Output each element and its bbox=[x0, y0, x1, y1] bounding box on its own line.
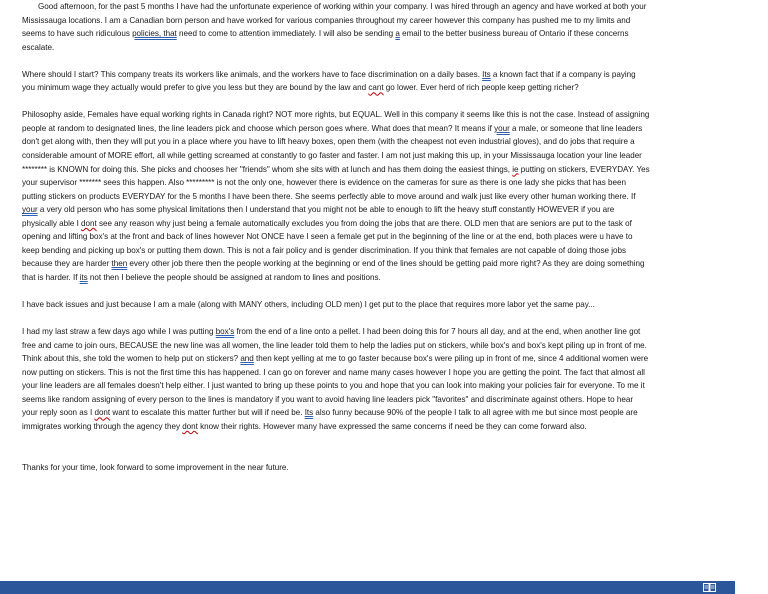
paragraph-4[interactable] bbox=[22, 298, 650, 312]
text-run: then kept yelling at me to go faster because box's were piling up in front of me, since 4 additional women were now putting on stickers. This is not the first time this has happened. I can go on forever and name many cases however I hope you are getting the point. The fact that almost all your line leaders are all females doesn't help either. I just wanted to bring up these points to you and hope that you can look into making your policies fair for everyone. To me it seems like random assigning of every person to the lines is mandatory if you want to avoid having line leaders pick "favorites" and discriminate against others. Hope to hear your reply soon as I bbox=[22, 354, 649, 418]
status-bar-end bbox=[735, 581, 768, 594]
text-run: know their rights. However many have expressed the same concerns if need be they can come forward also. bbox=[197, 421, 587, 431]
spelling-error-word: dont bbox=[81, 218, 97, 228]
document-body[interactable] bbox=[22, 0, 650, 488]
text-run: I had my last straw a few days ago while I was putting bbox=[22, 327, 216, 337]
text-run: also funny because 90% of the people I talk to all agree with me but since most people are immigrates working through the agency they bbox=[22, 408, 638, 431]
read-mode-icon[interactable] bbox=[703, 583, 716, 592]
text-run: not then I believe the people should be assigned at random to lines and positions. bbox=[87, 272, 381, 282]
text-run: Good afternoon, for the past 5 months I have had the unfortunate experience of working within your company. I was hired through an agency and have worked at both your Mississauga locations. I am a Canadian born person and have worked for various companies throughout my career however this company has pushed me to my limits and seems to have such ridiculous bbox=[22, 2, 647, 39]
grammar-issue-word: your bbox=[22, 205, 38, 215]
text-run: email to the better business bureau of Ontario if these concerns escalate. bbox=[22, 29, 629, 52]
text-run: putting on stickers, EVERYDAY. Yes your supervisor ******* sees this happen. Also ********* is not the only one, however there is evidence on the cameras for sure as there is one lady she picks that has been putting stickers on products EVERYDAY for the 5 months I have been there. She seems perfectly able to move around and walk just like every other human working there. If bbox=[22, 164, 650, 201]
paragraph-3[interactable] bbox=[22, 108, 650, 284]
spelling-error-word: cant bbox=[368, 83, 384, 93]
paragraph-6[interactable] bbox=[22, 461, 650, 475]
text-run: Thanks for your time, look forward to some improvement in the near future. bbox=[22, 462, 289, 472]
grammar-issue-word: Its bbox=[482, 69, 491, 79]
spelling-error-word: dont bbox=[94, 408, 111, 418]
text-run: want to escalate this matter further but will if need be. bbox=[110, 408, 305, 418]
grammar-issue-word: its bbox=[79, 272, 88, 282]
status-bar bbox=[0, 581, 735, 594]
grammar-issue-word: policies, that bbox=[132, 29, 177, 39]
text-run: see any reason why just being a female automatically excludes you from doing the jobs that are there. OLD men that are seniors are put to the task of opening and lifting box's at the front and back of lines however Not ONCE have I seen a female get put in the beginning of the line or at the end, both places were u have to keep bending and picking up box's or putting them down. This is not a fair policy and is gender discrimination. If you think that females are not capable of doing those jobs because they are harder bbox=[22, 218, 633, 269]
text-run: need to come to attention immediately. I will also be sending bbox=[176, 29, 396, 39]
text-run: go lower. Ever herd of rich people keep getting richer? bbox=[383, 83, 579, 93]
grammar-issue-word: box's bbox=[215, 327, 235, 337]
spelling-error-word: ie bbox=[512, 164, 519, 174]
text-run: a known fact that if a company is paying you minimum wage they actually would prefer to give you less but they are bound by the law and bbox=[22, 69, 636, 93]
text-run: Where should I start? This company treats its workers like animals, and the workers have to face discrimination on a daily bases. bbox=[22, 69, 483, 79]
paragraph-1[interactable] bbox=[22, 0, 650, 54]
text-run: from the end of a line onto a pellet. I had been doing this for 7 hours all day, and at the end, when another line got free and came to join ours, BECAUSE the new line was all women, the line leader told them to help the ladies put on stickers, while box's and box's kept piling up in front of me. Think about this, she told the women to help put on stickers? bbox=[22, 327, 647, 364]
spelling-error-word: dont bbox=[182, 421, 198, 431]
grammar-issue-word: a bbox=[395, 29, 400, 39]
text-run: every other job there then the people working at the beginning or end of the lines should be getting paid more right? As they are doing something that is harder. If bbox=[22, 259, 645, 282]
text-run: I have back issues and just because I am a male (along with MANY others, including OLD men) I get put to the place that requires more labor yet the same pay... bbox=[22, 300, 595, 310]
text-run: a male, or someone that line leaders don't get along with, then they will put you in a place where you have to lift heavy boxes, open them (with the cheapest not even industrial gloves), and do jobs that require a considerable amount of MORE effort, all while getting screamed at constantly to go faster and faster. I am not just making this up, in your Mississauga location your line leader ******** is KNOWN for doing this. She picks and chooses her "friends" whom she sits with at lunch and has them doing the easiest things, bbox=[22, 123, 643, 174]
grammar-issue-word: your bbox=[494, 123, 510, 133]
grammar-issue-word: then bbox=[111, 259, 128, 269]
text-run: a very old person who has some physical limitations then I understand that you might not be able to enough to lift the heavy stuff constantly HOWEVER if you are physically able I bbox=[22, 205, 615, 228]
grammar-issue-word: and bbox=[240, 354, 254, 364]
grammar-issue-word: Its bbox=[304, 408, 314, 418]
text-run: Philosophy aside, Females have equal working rights in Canada right? NOT more rights, but EQUAL. Well in this company it seems like this is not the case. Instead of assigning people at random to designated lines, the line leaders pick and choose which person goes where. What does that mean? It means if bbox=[22, 110, 650, 133]
paragraph-5[interactable] bbox=[22, 325, 650, 433]
paragraph-2[interactable] bbox=[22, 68, 650, 95]
